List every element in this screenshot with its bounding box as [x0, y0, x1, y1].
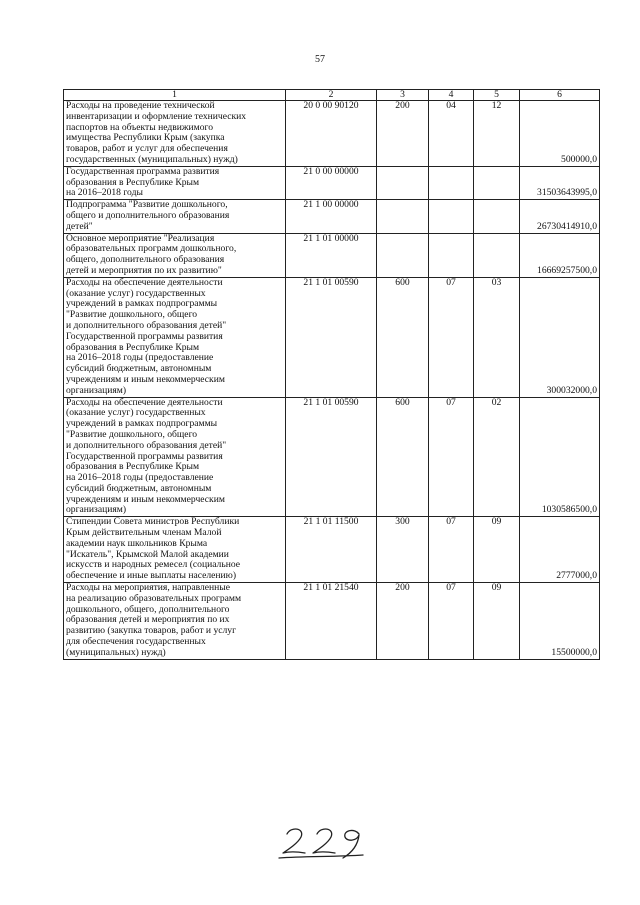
description-line: (муниципальных) нужд) [66, 646, 166, 658]
expense-type-cell: 200 [377, 101, 429, 167]
description-cell [64, 166, 286, 199]
expense-type-cell [377, 233, 429, 277]
signature-mark [265, 820, 375, 864]
amount-cell: 2777000,0 [520, 517, 600, 583]
description-line: на 2016–2018 годы (предоставление [66, 472, 214, 484]
target-code-cell: 21 1 01 00000 [286, 233, 377, 277]
amount-cell: 300032000,0 [520, 277, 600, 397]
target-code-cell: 21 1 01 11500 [286, 517, 377, 583]
amount-cell: 500000,0 [520, 101, 600, 167]
description-line: на 2016–2018 годы [66, 187, 143, 199]
description-line: "Развитие дошкольного, общего [66, 309, 198, 321]
table-row [64, 200, 600, 233]
description-line: Подпрограмма "Развитие дошкольного, [66, 199, 228, 211]
section-cell: 07 [429, 397, 474, 517]
amount-cell: 16669257500,0 [520, 233, 600, 277]
description-cell [64, 517, 286, 583]
header-cell-2: 2 [286, 90, 377, 101]
expense-type-cell [377, 166, 429, 199]
target-code-cell: 21 0 00 00000 [286, 166, 377, 199]
section-cell [429, 200, 474, 233]
table-header-row [64, 90, 600, 101]
description-line: детей и мероприятия по их развитию" [66, 264, 222, 276]
description-cell [64, 101, 286, 167]
description-line: детей" [66, 220, 93, 232]
section-cell: 07 [429, 277, 474, 397]
section-cell: 07 [429, 517, 474, 583]
subsection-cell: 12 [474, 101, 520, 167]
description-line: развитию (закупка товаров, работ и услуг [66, 625, 237, 637]
table-row [64, 583, 600, 660]
description-line: образования в Республике Крым [66, 176, 200, 188]
description-line: (оказание услуг) государственных [66, 287, 206, 299]
description-line: академии наук школьников Крыма [66, 537, 208, 549]
subsection-cell: 03 [474, 277, 520, 397]
description-line: общего, дополнительного образования [66, 254, 225, 266]
description-line: Государственной программы развития [66, 330, 223, 342]
description-line: образования детей и мероприятия по их [66, 614, 230, 626]
description-line: и дополнительного образования детей" [66, 319, 227, 331]
description-cell [64, 277, 286, 397]
description-line: искусств и народных ремесел (социальное [66, 559, 241, 571]
section-cell [429, 166, 474, 199]
description-line: паспортов на объекты недвижимого [66, 121, 213, 133]
description-line: образования в Республике Крым [66, 461, 200, 473]
description-line: субсидий бюджетным, автономным [66, 363, 212, 375]
budget-table [63, 89, 600, 660]
description-line: государственных (муниципальных) нужд) [66, 153, 238, 165]
description-line: образования в Республике Крым [66, 341, 200, 353]
description-line: Государственной программы развития [66, 450, 223, 462]
subsection-cell: 09 [474, 583, 520, 660]
expense-type-cell: 600 [377, 277, 429, 397]
header-cell-6: 6 [520, 90, 600, 101]
description-cell [64, 233, 286, 277]
subsection-cell [474, 166, 520, 199]
description-line: на 2016–2018 годы (предоставление [66, 352, 214, 364]
description-line: учреждениям и иным некоммерческим [66, 493, 225, 505]
expense-type-cell: 300 [377, 517, 429, 583]
table-row [64, 397, 600, 517]
amount-cell: 1030586500,0 [520, 397, 600, 517]
expense-type-cell [377, 200, 429, 233]
section-cell [429, 233, 474, 277]
description-line: Стипендии Совета министров Республики [66, 516, 240, 528]
expense-type-cell: 600 [377, 397, 429, 517]
header-cell-1: 1 [64, 90, 286, 101]
description-line: дошкольного, общего, дополнительного [66, 603, 230, 615]
amount-cell: 31503643995,0 [520, 166, 600, 199]
target-code-cell: 21 1 00 00000 [286, 200, 377, 233]
table-row [64, 517, 600, 583]
section-cell: 04 [429, 101, 474, 167]
target-code-cell: 21 1 01 00590 [286, 397, 377, 517]
description-line: Основное мероприятие "Реализация [66, 232, 215, 244]
description-line: субсидий бюджетным, автономным [66, 482, 212, 494]
description-line: на реализацию образовательных программ [66, 592, 242, 604]
amount-cell: 26730414910,0 [520, 200, 600, 233]
description-line: Расходы на обеспечение деятельности [66, 276, 223, 288]
header-cell-3: 3 [377, 90, 429, 101]
description-cell [64, 200, 286, 233]
description-line: обеспечение и иные выплаты населению) [66, 570, 237, 582]
subsection-cell [474, 200, 520, 233]
target-code-cell: 21 1 01 00590 [286, 277, 377, 397]
table-row [64, 233, 600, 277]
description-line: товаров, работ и услуг для обеспечения [66, 143, 228, 155]
subsection-cell: 09 [474, 517, 520, 583]
description-line: (оказание услуг) государственных [66, 407, 206, 419]
description-line: организациям) [66, 384, 127, 396]
description-line: учреждений в рамках подпрограммы [66, 418, 218, 430]
description-line: для обеспечения государственных [66, 636, 206, 648]
table-row [64, 101, 600, 167]
page-number: 57 [315, 54, 325, 65]
table-row [64, 166, 600, 199]
header-cell-5: 5 [474, 90, 520, 101]
description-line: Расходы на проведение технической [66, 100, 215, 111]
header-cell-4: 4 [429, 90, 474, 101]
description-line: "Искатель", Крымской Малой академии [66, 548, 229, 560]
description-line: Государственная программа развития [66, 165, 220, 177]
description-line: и дополнительного образования детей" [66, 439, 227, 451]
description-line: образовательных программ дошкольного, [66, 243, 237, 255]
description-cell [64, 397, 286, 517]
target-code-cell: 21 1 01 21540 [286, 583, 377, 660]
description-line: учреждениям и иным некоммерческим [66, 373, 225, 385]
description-line: инвентаризации и оформление технических [66, 110, 247, 122]
amount-cell: 15500000,0 [520, 583, 600, 660]
table-row [64, 277, 600, 397]
description-line: Расходы на обеспечение деятельности [66, 396, 223, 408]
target-code-cell: 20 0 00 90120 [286, 101, 377, 167]
description-line: "Развитие дошкольного, общего [66, 428, 198, 440]
description-line: общего и дополнительного образования [66, 209, 230, 221]
description-line: имущества Республики Крым (закупка [66, 132, 225, 144]
description-cell [64, 583, 286, 660]
description-line: организациям) [66, 504, 127, 516]
subsection-cell [474, 233, 520, 277]
description-line: учреждений в рамках подпрограммы [66, 298, 218, 310]
subsection-cell: 02 [474, 397, 520, 517]
description-line: Расходы на мероприятия, направленные [66, 582, 231, 594]
description-line: Крым действительным членам Малой [66, 527, 222, 539]
section-cell: 07 [429, 583, 474, 660]
expense-type-cell: 200 [377, 583, 429, 660]
